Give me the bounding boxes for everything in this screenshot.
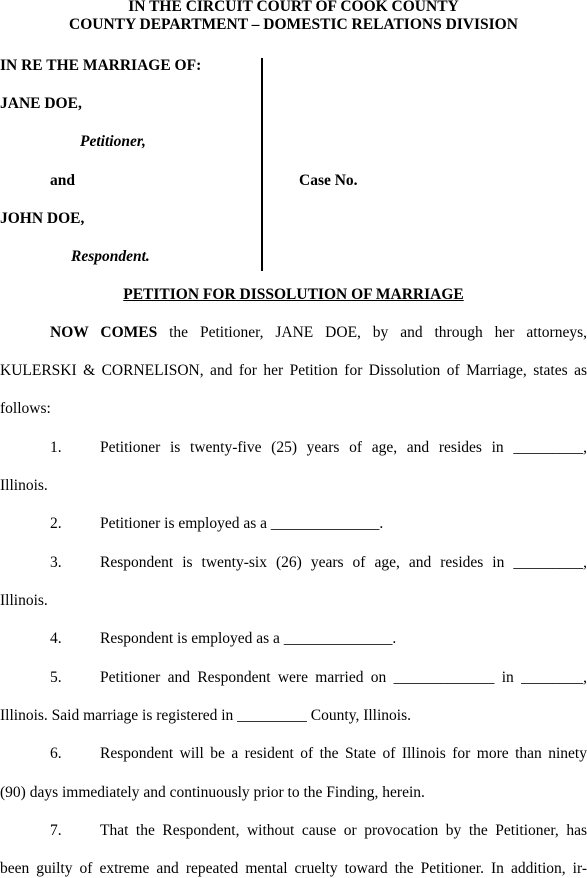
caption-divider [261,58,263,271]
intro-line-1: NOW COMES the Petitioner, JANE DOE, by and through her attorneys, [50,324,587,341]
paragraph-number: 4. [50,630,62,647]
paragraph-5-line-2: Illinois. Said marriage is registered in _________ County, Illinois. [0,707,411,724]
paragraph-6-line-2: (90) days immediately and continuously prior to the Finding, herein. [0,784,425,801]
paragraph-number: 5. [50,669,62,686]
paragraph-2-line-1: Petitioner is employed as a ______________. [100,515,384,532]
respondent-name: JOHN DOE, [0,210,85,227]
paragraph-number: 7. [50,822,62,839]
respondent-role: Respondent. [71,248,150,265]
paragraph-number: 2. [50,515,62,532]
paragraph-number: 1. [50,439,62,456]
paragraph-3-line-1: Respondent is twenty-six (26) years of age, and resides in _________, [100,554,587,571]
and-connector: and [50,172,75,189]
case-number-label: Case No. [299,172,358,189]
court-division: COUNTY DEPARTMENT – DOMESTIC RELATIONS DIVISION [69,16,518,33]
paragraph-7-line-1: That the Respondent, without cause or provocation by the Petitioner, has [100,822,587,839]
paragraph-1-line-2: Illinois. [0,477,48,494]
court-name: IN THE CIRCUIT COURT OF COOK COUNTY [128,0,459,15]
in-re-heading: IN RE THE MARRIAGE OF: [0,57,202,74]
intro-line-2: KULERSKI & CORNELISON, and for her Petition for Dissolution of Marriage, states as [0,362,587,379]
paragraph-number: 6. [50,745,62,762]
intro-line-3: follows: [0,400,51,417]
paragraph-3-line-2: Illinois. [0,592,48,609]
petitioner-role: Petitioner, [80,133,146,150]
now-comes: NOW COMES [50,324,158,341]
paragraph-5-line-1: Petitioner and Respondent were married on _____________ in ________, [100,669,587,686]
paragraph-6-line-1: Respondent will be a resident of the State of Illinois for more than ninety [100,745,587,762]
paragraph-number: 3. [50,554,62,571]
paragraph-4-line-1: Respondent is employed as a ______________. [100,630,397,647]
paragraph-1-line-1: Petitioner is twenty-five (25) years of age, and resides in _________, [100,439,587,456]
paragraph-7-line-2: been guilty of extreme and repeated mental cruelty toward the Petitioner. In addition, ir- [0,860,587,877]
document-title: PETITION FOR DISSOLUTION OF MARRIAGE [123,286,464,303]
petitioner-name: JANE DOE, [0,95,82,112]
